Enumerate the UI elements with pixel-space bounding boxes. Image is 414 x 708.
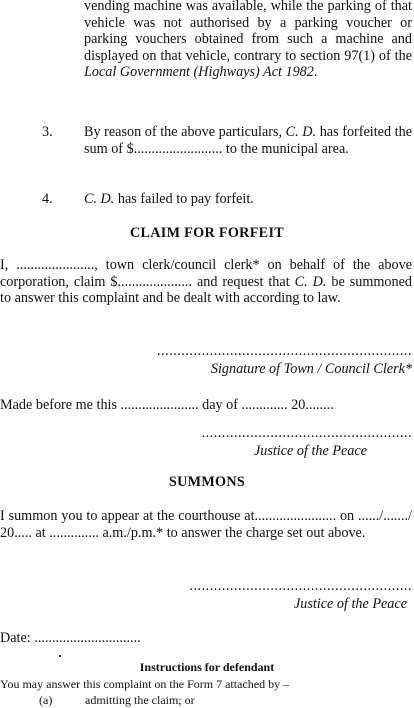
claim-body-before: I, ......................, town clerk/council clerk* on behalf of the above corporation, claim $..................... and request that	[0, 257, 412, 290]
instructions-sub-text: admitting the claim; or	[85, 693, 195, 707]
instructions-sub-label: (a)	[39, 693, 53, 707]
item-4-after: has failed to pay forfeit.	[114, 191, 254, 207]
summons-body: I summon you to appear at the courthouse at....................... on ....../......./ 20..... at .............. a.m./p.m.* to answer the charge set out above.	[0, 508, 412, 541]
clerk-signature-line: ...............................................................	[157, 343, 412, 359]
item-3-name: C. D.	[285, 124, 317, 140]
act-name: Local Government (Highways) Act 1982	[84, 64, 314, 81]
continuation-end: .	[313, 64, 318, 81]
clerk-signature-label: Signature of Town / Council Clerk*	[210, 361, 412, 377]
continuation-text: vending machine was available, while the parking of that vehicle was not authorised by a parking voucher or parking vouchers obtained from such a machine and displayed on that vehicle, contrary to section 97(1) of the	[84, 0, 412, 64]
instructions-heading: Instructions for defendant	[139, 660, 275, 674]
continuation-paragraph	[84, 0, 412, 81]
item-4-number: 4.	[42, 191, 53, 207]
claim-body	[0, 257, 412, 307]
jp-signature-line-claim: ....................................................	[201, 425, 412, 441]
made-before-line: Made before me this ...................... day of ............. 20........	[0, 397, 334, 413]
claim-name: C. D.	[294, 273, 327, 290]
item-4-text	[84, 191, 412, 208]
jp-signature-label-claim: Justice of the Peace	[253, 443, 367, 459]
jp-signature-line-summons: .......................................................	[189, 578, 412, 594]
claim-heading: CLAIM FOR FORFEIT	[129, 225, 285, 241]
instructions-line: You may answer this complaint on the Form 7 attached by –	[0, 677, 290, 691]
jp-signature-label-summons: Justice of the Peace	[293, 596, 407, 612]
summons-date: Date: ..............................	[0, 630, 141, 646]
item-3-number: 3.	[42, 124, 53, 140]
item-3-after: has forfeited the sum of $......................... to the municipal area.	[84, 124, 412, 157]
summons-heading: SUMMONS	[168, 474, 246, 490]
item-4-name: C. D.	[84, 191, 115, 207]
dot-mark	[59, 655, 61, 657]
item-3-before: By reason of the above particulars,	[84, 124, 286, 140]
claim-body-after: be summoned to answer this complaint and be dealt with according to law.	[0, 273, 412, 307]
item-3-text	[84, 124, 412, 157]
